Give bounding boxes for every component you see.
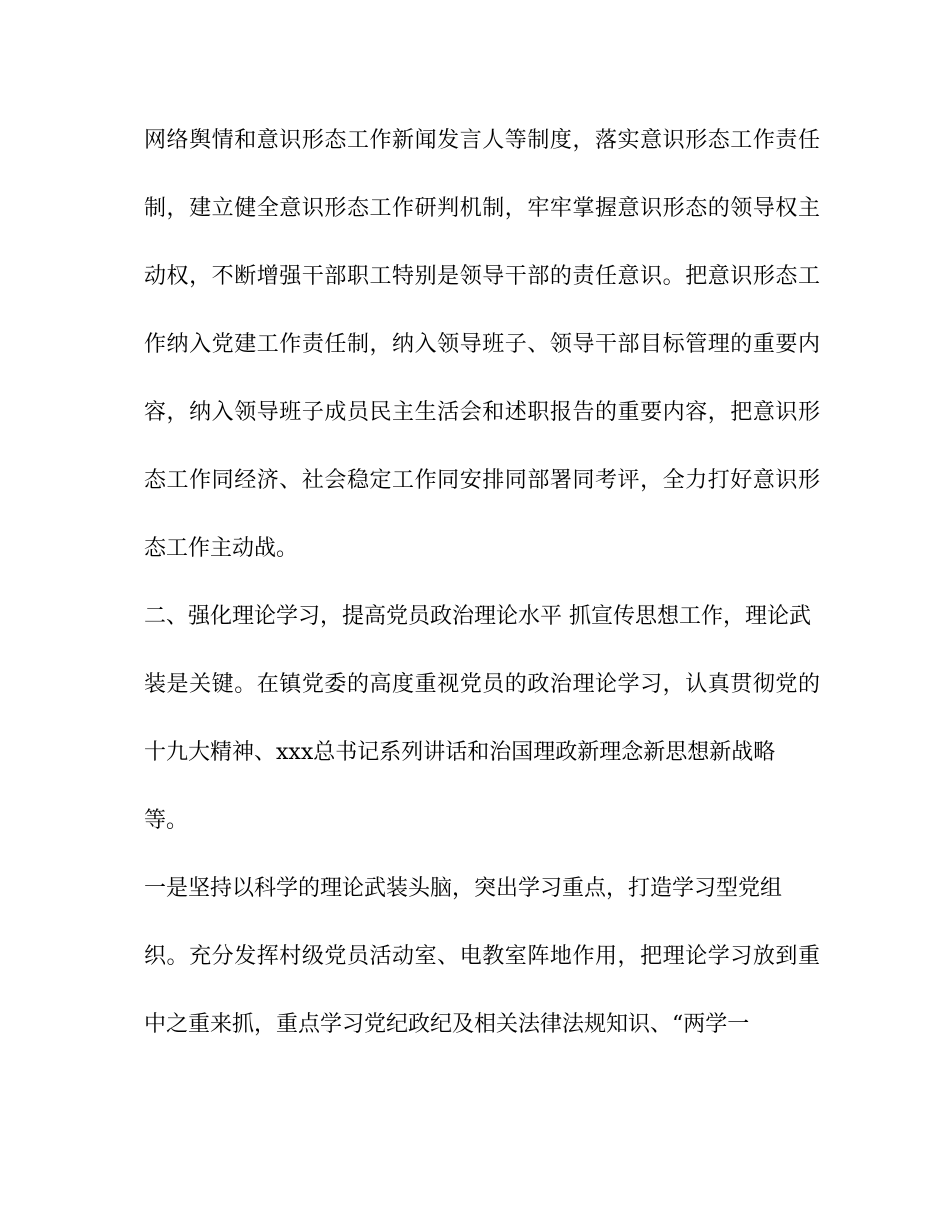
document-body: [144, 114, 824, 1066]
text-line: 制，建立健全意识形态工作研判机制，牢牢掌握意识形态的领导权主: [144, 196, 821, 221]
text-line: 作纳入党建工作责任制，纳入领导班子、领导干部目标管理的重要内: [144, 332, 821, 357]
text-line: 一是坚持以科学的理论武装头脑，突出学习重点，打造学习型党组: [144, 876, 783, 901]
text-line: 容，纳入领导班子成员民主生活会和述职报告的重要内容，把意识形: [144, 400, 821, 425]
text-line: 动权，不断增强干部职工特别是领导干部的责任意识。把意识形态工: [144, 264, 821, 289]
section-heading-line: 二、强化理论学习，提高党员政治理论水平 抓宣传思想工作，理论武: [144, 604, 811, 629]
text-line: 态工作主动战。: [144, 536, 299, 561]
text-line: 装是关键。在镇党委的高度重视党员的政治理论学习，认真贯彻党的: [144, 672, 821, 697]
text-line: 十九大精神、xxx总书记系列讲话和治国理政新理念新思想新战略: [144, 740, 776, 765]
text-line: 织。充分发挥村级党员活动室、电教室阵地作用，把理论学习放到重: [144, 944, 821, 969]
text-line: 态工作同经济、社会稳定工作同安排同部署同考评，全力打好意识形: [144, 468, 821, 493]
text-line: 网络舆情和意识形态工作新闻发言人等制度，落实意识形态工作责任: [144, 128, 821, 153]
text-line: 等。: [144, 808, 189, 833]
text-line: 中之重来抓，重点学习党纪政纪及相关法律法规知识、“两学一: [144, 1012, 750, 1037]
